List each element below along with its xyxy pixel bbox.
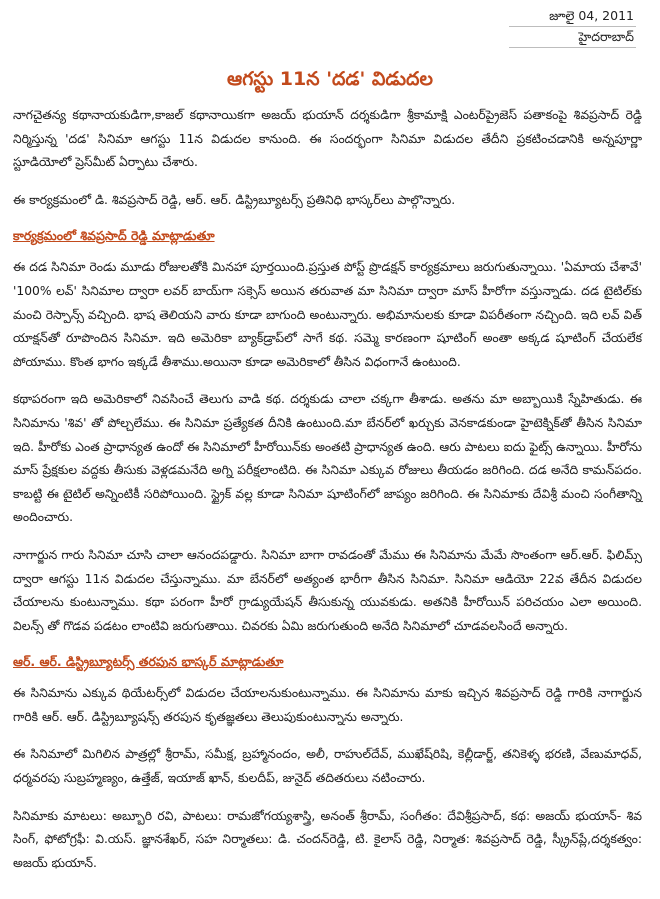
subheading-producer-speech: కార్యక్రమంలో శివప్రసాద్ రెడ్డి మాట్లాడుతూ [13,228,215,244]
producer-speech-paragraph-2: కథాపరంగా ఇది అమెరికాలో నివసించే తెలుగు వాడి కథ. దర్శకుడు చాలా చక్కగా తీశాడు. అతను మా అబ్బాయికి స్నేహితుడు. ఈ సినిమాను 'శివ' తో పోల్చలేము. ఈ సినిమా ప్రత్యేకత దీనికి ఉంటుంది.మా బేనర్‌లో ఖర్చుకు వెనకాడకుండా హైటెక్నిక్‌తో తీసిన సినిమా ఇది. హీరోకు ఎంత ప్రాధాన్యత ఉందో ఈ సినిమాలో హీరోయిన్‌కు అంతటి ప్రాధాన్యత ఉంది. ఆరు పాటలు ఐదు ఫైట్స్ ఉన్నాయి. హీరోను మాస్ ప్రేక్షకుల వద్దకు తీసుకు వెళ్లడమనేది అగ్ని పరీక్షలాంటిది. ఈ సినిమా ఎక్కువ రోజులు తీయడం జరిగింది. దడ అనేది కామన్‌పదం. కాబట్టి ఈ టైటిల్ అన్నింటికీ సరిపోయింది. స్ట్రైక్ వల్ల కూడా సినిమా షూటింగ్‌లో జాప్యం జరిగింది. ఈ సినిమాకు దేవిశ్రీ మంచి సంగీతాన్ని అందించారు. [13,392,642,525]
subheading-distributor-speech: ఆర్. ఆర్. డిస్ట్రిబ్యూటర్స్ తరపున భాస్కర్ మాట్లాడుతూ [13,654,284,670]
participants-paragraph: ఈ కార్యక్రమంలో డి. శివప్రసాద్ రెడ్డి, ఆర్. ఆర్. డిస్ట్రిబ్యూటర్స్ ప్రతినిధి భాస్కర్‌లు పాల్గొన్నారు. [13,192,456,207]
intro-paragraph: నాగచైతన్య కథానాయకుడిగా,కాజల్ కథానాయికగా అజయ్ భుయాన్ దర్శకుడిగా శ్రీకామాక్షి ఎంటర్‌ప్రైజెస్ పతాకంపై శివప్రసాద్ రెడ్డి నిర్మిస్తున్న 'దడ' సినిమా ఆగస్టు 11న విడుదల కానుంది. ఈ సందర్భంగా సినిమా విడుదల తేదీని ప్రకటించడానికి అన్నపూర్ణా స్టూడియోలో ప్రెస్‌మీట్ ఏర్పాటు చేశారు. [13,108,642,170]
article-body [13,104,642,889]
article-title: ఆగస్టు 11న 'దడ' విడుదల [227,68,433,90]
article-date: జూలై 04, 2011 [509,6,636,27]
article-place: హైదరాబాద్ [509,27,636,48]
article-meta [509,6,636,48]
cast-paragraph: ఈ సినిమాలో మిగిలిన పాత్రల్లో శ్రీరామ్, సమీక్ష, బ్రహ్మానందం, అలీ, రాహుల్‌దేవ్, ముఖేష్‌రిషి, కెల్లీడార్జ్, తనికెళ్ళ భరణి, వేణుమాధవ్, ధర్మవరపు సుబ్రహ్మణ్యం, ఉత్తేజ్, ఇయాజ్ ఖాన్, కులదీప్, జునైద్ తదితరులు నటించారు. [13,747,642,786]
producer-speech-paragraph-1: ఈ దడ సినిమా రెండు మూడు రోజులతోకి మినహా పూర్తయింది.ప్రస్తుత పోస్ట్ ప్రొడక్షన్ కార్యక్రమాలు జరుగుతున్నాయి. 'ఏమాయ చేశావే' '100% లవ్' సినిమాల ద్వారా లవర్ బాయ్‌గా సక్సెస్ అయిన తరువాత మా సినిమా ద్వారా మాస్ హీరోగా వస్తున్నాడు. దడ టైటిల్‌కు మంచి రెస్పాన్స్ వచ్చింది. భాష తెలియని వారు కూడా బాగుంది అంటున్నారు. అభిమానులకు కూడా విపరీతంగా నచ్చింది. ఇది లవ్ విత్ యాక్షన్‌తో రూపొందిన సినిమా. ఇది అమెరికా బ్యాక్‌డ్రాప్‌లో సాగే కథ. సమ్మె కారణంగా షూటింగ్ అంతా అక్కడ షూటింగ్ చేయలేక పోయాము. కొంత భాగం ఇక్కడే తీశాము.అయినా కూడా అమెరికాలో తీసిన విధంగానే ఉంటుంది. [13,260,642,369]
producer-speech-paragraph-3: నాగార్జున గారు సినిమా చూసి చాలా ఆనందపడ్డారు. సినిమా బాగా రావడంతో మేము ఈ సినిమాను మేమే సొంతంగా ఆర్.ఆర్. ఫిలిమ్స్ ద్వారా ఆగస్టు 11న విడుదల చేస్తున్నాము. మా బేనర్‌లో అత్యంత భారీగా తీసిన సినిమా. సినిమా ఆడియో 22వ తేదీన విడుదల చేయాలను కుంటున్నాము. కథా పరంగా హీరో గ్రాడ్యుయేషన్ తీసుకున్న యువకుడు. అతనికి హీరోయిన్ పరిచయం ఎలా అయింది. విలన్స్ తో గొడవ పడటం లాంటివి జరుగుతాయి. చివరకు ఏమి జరుగుతుంది అనేది సినిమాలో చూడవలసిందే అన్నారు. [13,547,642,633]
credits-paragraph: సినిమాకు మాటలు: అబ్బూరి రవి, పాటలు: రామజోగయ్యశాస్త్రి, అనంత్ శ్రీరామ్, సంగీతం: దేవిశ్రీప్రసాద్, కథ: అజయ్ భుయాన్- శివ సింగ్, ఫోటోగ్రఫీ: వి.యస్. జ్ఞానశేఖర్, సహ నిర్మాతలు: డి. చందన్‌రెడ్డి, టి. కైలాస్ రెడ్డి, నిర్మాత: శివప్రసాద్ రెడ్డి, స్క్రీన్‌ప్లే,దర్శకత్వం: అజయ్ భుయాన్. [13,808,642,870]
distributor-speech-paragraph: ఈ సినిమాను ఎక్కువ థియేటర్స్‌లో విడుదల చేయాలనుకుంటున్నాము. ఈ సినిమాను మాకు ఇచ్చిన శివప్రసాద్ రెడ్డి గారికి నాగార్జున గారికి ఆర్. ఆర్. డిస్ట్రిబ్యూషన్స్ తరపున కృతజ్ఞతలు తెలుపుకుంటున్నాను అన్నారు. [13,686,642,724]
